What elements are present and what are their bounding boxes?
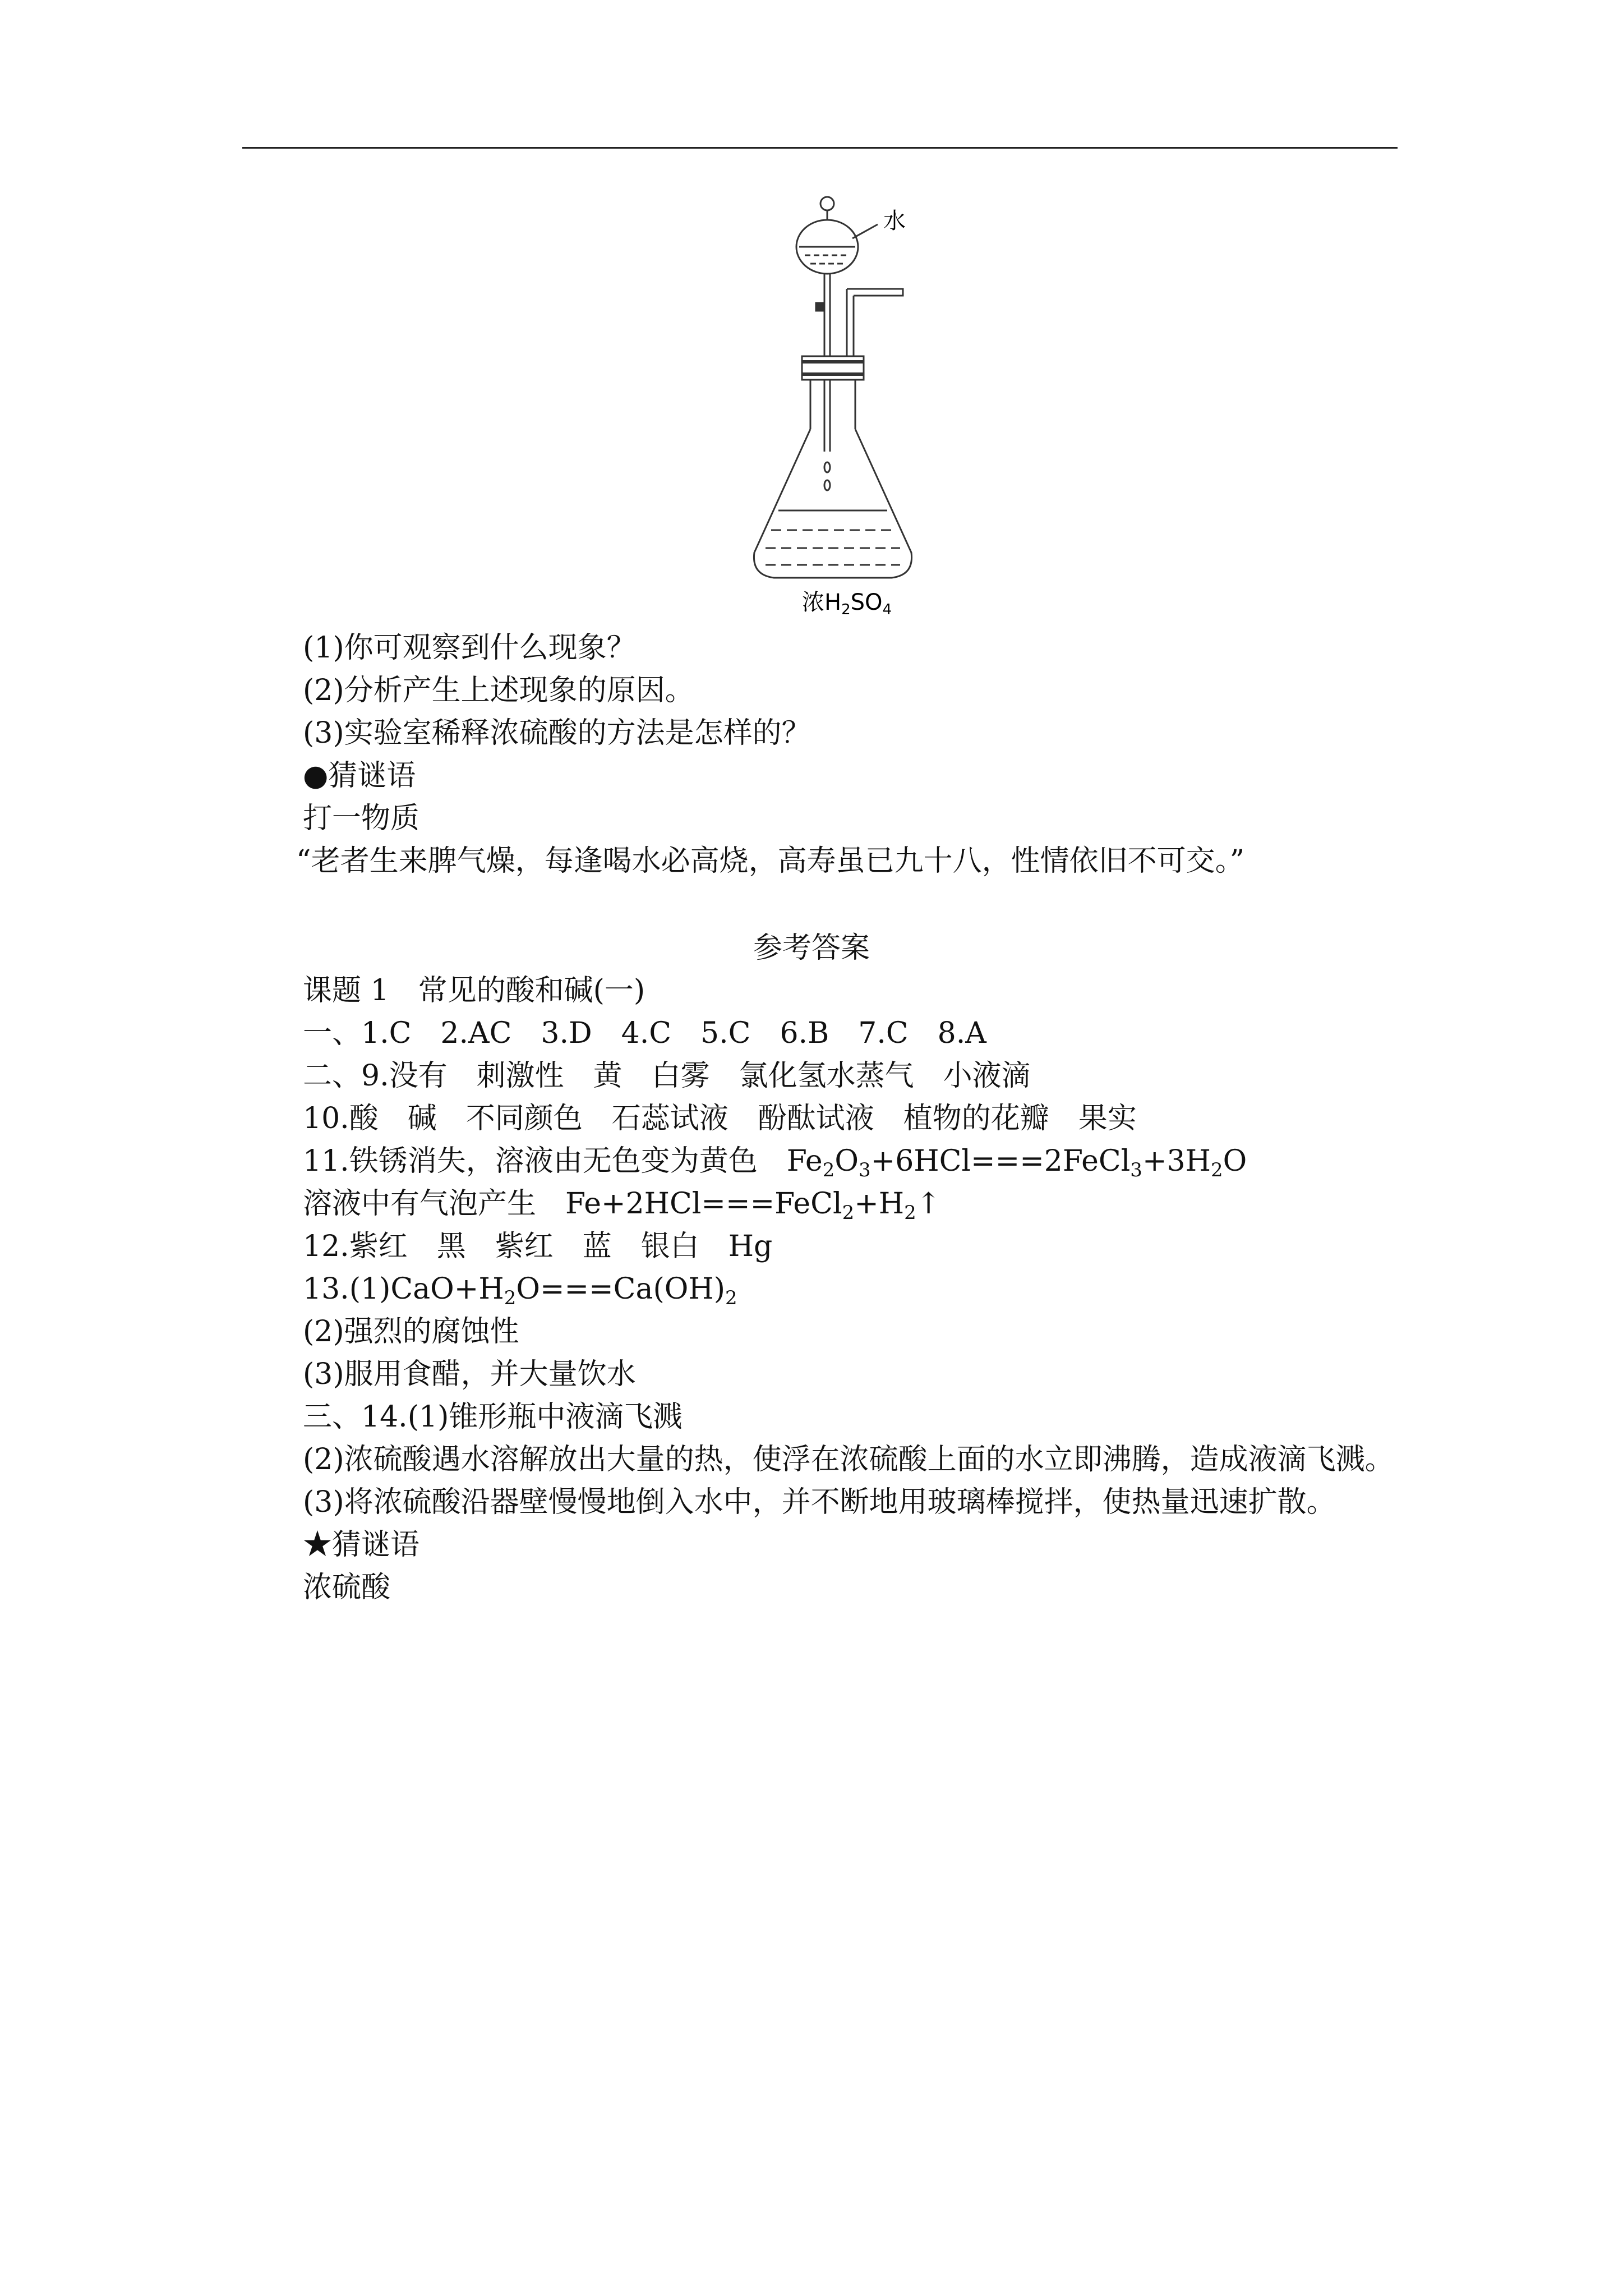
header-rule: [242, 147, 1398, 149]
answers-riddle-answer: 浓硫酸: [303, 1571, 391, 1604]
answers-part1: 一、1.C 2.AC 3.D 4.C 5.C 6.B 7.C 8.A: [303, 1016, 986, 1050]
answers-title: 参考答案: [753, 931, 870, 965]
answers-riddle-heading: ★猜谜语: [303, 1528, 420, 1562]
question-1: (1)你可观察到什么现象？: [303, 631, 636, 665]
answers-q13-line2: (2)强烈的腐蚀性: [303, 1315, 519, 1349]
answers-q11-line1: 11.铁锈消失，溶液由无色变为黄色 $Fe_2O_3+6HCl===2FeCl_3+3H_2O$: [303, 1144, 1247, 1181]
answers-q14-line1: 三、14.(1)锥形瓶中液滴飞溅: [303, 1400, 683, 1434]
answers-part2: 二、9.没有 刺激性 黄 白雾 氯化氢水蒸气 小液滴: [303, 1059, 1031, 1093]
question-3: (3)实验室稀释浓硫酸的方法是怎样的？: [303, 716, 811, 750]
answers-q10: 10.酸 碱 不同颜色 石蕊试液 酚酞试液 植物的花瓣 果实: [303, 1102, 1137, 1135]
answers-lesson: 课题 1 常见的酸和碱(一): [303, 974, 645, 1007]
answers-q11-line2: 溶液中有气泡产生 $Fe+2HCl===FeCl_2+H_2↑$: [303, 1187, 941, 1224]
answers-q14-line3: (3)将浓硫酸沿器壁慢慢地倒入水中，并不断地用玻璃棒搅拌，使热量迅速扩散。: [303, 1485, 1336, 1519]
riddle-heading: ●猜谜语: [303, 759, 416, 793]
flask-label: 浓$H_2SO_4$: [802, 590, 892, 618]
answers-q13-line1: $13.(1)CaO+H_2O===Ca(OH)_2$: [303, 1272, 737, 1309]
answers-q12: 12.紫红 黑 紫红 蓝 银白 Hg: [303, 1230, 773, 1263]
water-label: 水: [883, 208, 906, 234]
answers-q13-line3: (3)服用食醋，并大量饮水: [303, 1358, 636, 1391]
riddle-hint: 打一物质: [303, 802, 420, 835]
flask-diagram: [740, 194, 965, 625]
answers-q14-line2: (2)浓硫酸遇水溶解放出大量的热，使浮在浓硫酸上面的水立即沸腾，造成液滴飞溅。: [303, 1443, 1394, 1476]
question-2: (2)分析产生上述现象的原因。: [303, 674, 694, 707]
apparatus-figure: [740, 194, 965, 625]
riddle-text: “老者生来脾气燥，每逢喝水必高烧，高寿虽已九十八，性情依旧不可交。”: [296, 844, 1245, 878]
